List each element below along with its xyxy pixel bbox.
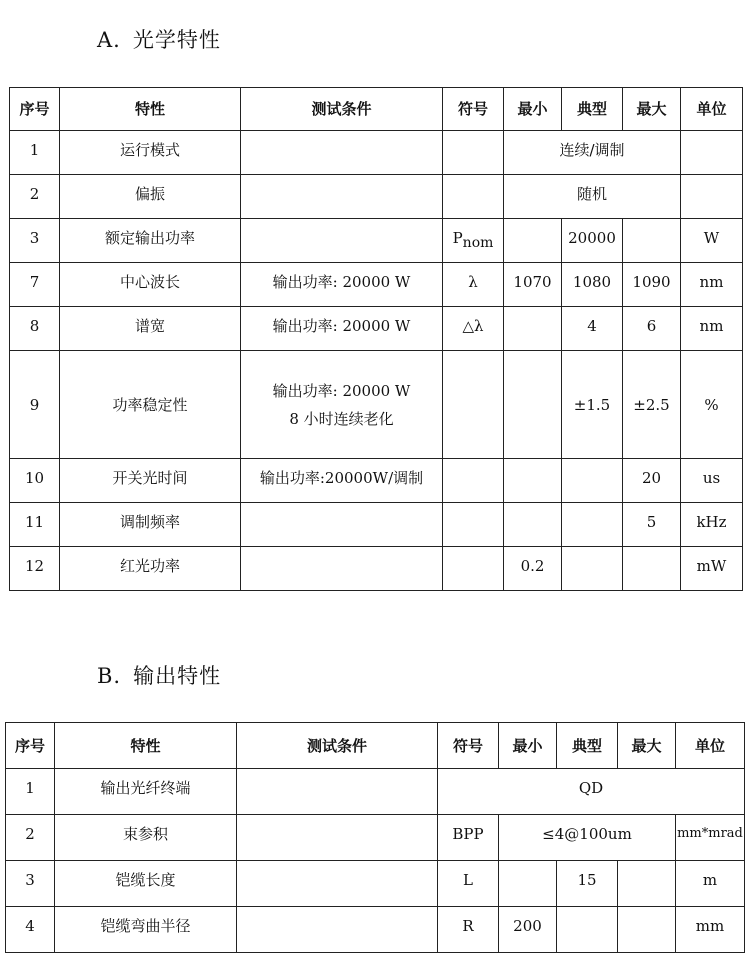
table-row — [6, 907, 745, 953]
table-row — [10, 263, 743, 307]
header-symbol: 符号 — [443, 88, 504, 131]
cell-condition — [237, 769, 437, 779]
cell-no: 12 — [24, 557, 45, 575]
cell-no: 2 — [25, 825, 35, 843]
cell-unit: mm*mrad — [677, 826, 743, 841]
cell-property: 红光功率 — [119, 557, 180, 575]
cell-symbol: BPP — [452, 825, 484, 843]
section-a-prefix: A. — [97, 28, 121, 52]
cell-max: 5 — [646, 513, 657, 531]
header-no: 序号 — [6, 723, 55, 769]
cell-min: 0.2 — [520, 557, 545, 575]
section-b-title — [97, 660, 221, 690]
cell-condition — [241, 503, 442, 513]
table-row — [6, 815, 745, 861]
cell-no: 7 — [29, 273, 40, 291]
cell-unit: us — [702, 469, 721, 487]
cell-condition — [241, 219, 442, 229]
cell-max: 20 — [641, 469, 662, 487]
cell-property: 调制频率 — [119, 513, 180, 531]
cell-property: 谱宽 — [134, 317, 165, 335]
cell-condition — [241, 547, 442, 557]
cell-condition — [237, 815, 437, 825]
cell-property: 束参积 — [122, 825, 168, 843]
cell-max — [623, 547, 680, 557]
cell-unit — [681, 175, 742, 185]
cell-min: 1070 — [513, 273, 552, 291]
header-unit: 单位 — [681, 88, 743, 131]
cell-symbol: △λ — [462, 317, 484, 335]
cell-symbol — [443, 459, 503, 469]
cell-unit — [681, 131, 742, 141]
cell-no: 1 — [29, 141, 40, 159]
cell-condition: 输出功率: 20000 W — [272, 317, 411, 335]
table-row — [6, 769, 745, 815]
cell-no: 10 — [24, 469, 45, 487]
cell-symbol: R — [462, 917, 474, 935]
table-row — [10, 547, 743, 591]
cell-max — [623, 219, 680, 229]
cell-condition: 输出功率: 20000 W — [272, 273, 411, 291]
cell-max — [618, 907, 675, 917]
header-typ: 典型 — [557, 723, 618, 769]
cell-merged-value: ≤4@100um — [542, 825, 632, 843]
cell-min: 200 — [513, 917, 542, 935]
cell-typ — [562, 503, 622, 513]
cell-property: 运行模式 — [119, 141, 180, 159]
cell-symbol — [443, 547, 503, 557]
table-row — [10, 351, 743, 459]
header-min: 最小 — [499, 723, 557, 769]
cell-no: 8 — [29, 317, 40, 335]
cell-typ: ±1.5 — [573, 395, 611, 414]
cell-min — [504, 307, 561, 317]
cell-max: ±2.5 — [633, 395, 670, 414]
cell-typ — [562, 459, 622, 469]
cell-property: 额定输出功率 — [104, 229, 195, 247]
output-properties-table — [5, 722, 745, 953]
cell-no: 4 — [25, 917, 35, 935]
cell-merged-value: 连续/调制 — [559, 141, 625, 159]
cell-no: 9 — [29, 395, 40, 414]
symbol-base: P — [452, 229, 463, 247]
cell-symbol: L — [463, 871, 473, 889]
header-max: 最大 — [623, 88, 681, 131]
cell-no: 3 — [25, 871, 35, 889]
table-header-row — [10, 88, 743, 131]
symbol-subscript: nom — [462, 235, 494, 251]
cell-min — [504, 459, 561, 469]
cell-property: 中心波长 — [119, 273, 180, 291]
header-condition: 测试条件 — [237, 723, 438, 769]
cell-unit: W — [703, 229, 720, 247]
cell-condition — [237, 861, 437, 871]
header-no: 序号 — [10, 88, 60, 131]
cell-no: 3 — [29, 229, 40, 247]
cell-condition: 输出功率: 20000 W — [272, 381, 411, 400]
cell-symbol — [443, 503, 503, 513]
cell-symbol — [443, 175, 503, 185]
cell-min — [504, 219, 561, 229]
section-b-title-text: 输出特性 — [133, 664, 222, 688]
cell-property: 铠缆弯曲半径 — [100, 917, 191, 935]
cell-unit: nm — [699, 273, 724, 291]
cell-property: 开关光时间 — [112, 469, 188, 487]
cell-typ: 15 — [577, 871, 597, 889]
cell-unit: kHz — [696, 513, 727, 531]
cell-merged-value: 随机 — [576, 185, 607, 203]
cell-typ: 20000 — [568, 229, 616, 247]
cell-condition — [241, 175, 442, 185]
header-property: 特性 — [60, 88, 241, 131]
header-condition: 测试条件 — [241, 88, 443, 131]
cell-typ — [557, 907, 617, 917]
cell-typ — [562, 547, 622, 557]
section-a-title — [97, 24, 221, 54]
cell-min — [504, 503, 561, 513]
cell-condition — [241, 131, 442, 141]
cell-unit: m — [702, 871, 718, 889]
cell-unit: % — [704, 395, 719, 414]
header-typ: 典型 — [562, 88, 623, 131]
cell-typ: 1080 — [572, 273, 612, 291]
cell-max: 6 — [646, 317, 657, 335]
cell-unit: mW — [696, 557, 727, 575]
table-row — [10, 503, 743, 547]
table-row — [10, 307, 743, 351]
table-row — [10, 459, 743, 503]
optical-properties-table — [9, 87, 743, 591]
cell-property: 铠缆长度 — [115, 871, 176, 889]
cell-symbol — [443, 131, 503, 141]
header-min: 最小 — [504, 88, 562, 131]
section-a-title-text: 光学特性 — [132, 28, 221, 52]
header-unit: 单位 — [676, 723, 745, 769]
cell-no: 1 — [25, 779, 35, 797]
cell-max: 1090 — [632, 273, 671, 291]
header-symbol: 符号 — [438, 723, 499, 769]
cell-unit: nm — [699, 317, 724, 335]
header-property: 特性 — [55, 723, 237, 769]
table-row — [10, 219, 743, 263]
cell-typ: 4 — [587, 317, 597, 335]
cell-merged-value: QD — [578, 779, 604, 797]
cell-property: 输出光纤终端 — [100, 779, 191, 797]
cell-unit: mm — [695, 917, 725, 935]
table-row — [6, 861, 745, 907]
cell-condition: 输出功率:20000W/调制 — [259, 469, 424, 487]
table-header-row — [6, 723, 745, 769]
table-row — [10, 131, 743, 175]
table-row — [10, 175, 743, 219]
cell-property: 偏振 — [134, 185, 165, 203]
section-b-prefix: B. — [97, 664, 122, 688]
header-max: 最大 — [618, 723, 676, 769]
cell-symbol — [443, 219, 503, 252]
cell-property: 功率稳定性 — [112, 395, 188, 414]
cell-condition — [237, 907, 437, 917]
cell-condition-line2: 8 小时连续老化 — [289, 409, 394, 428]
cell-no: 11 — [24, 513, 45, 531]
cell-min — [499, 861, 556, 871]
cell-no: 2 — [29, 185, 40, 203]
cell-max — [618, 861, 675, 871]
cell-symbol: λ — [468, 273, 478, 291]
